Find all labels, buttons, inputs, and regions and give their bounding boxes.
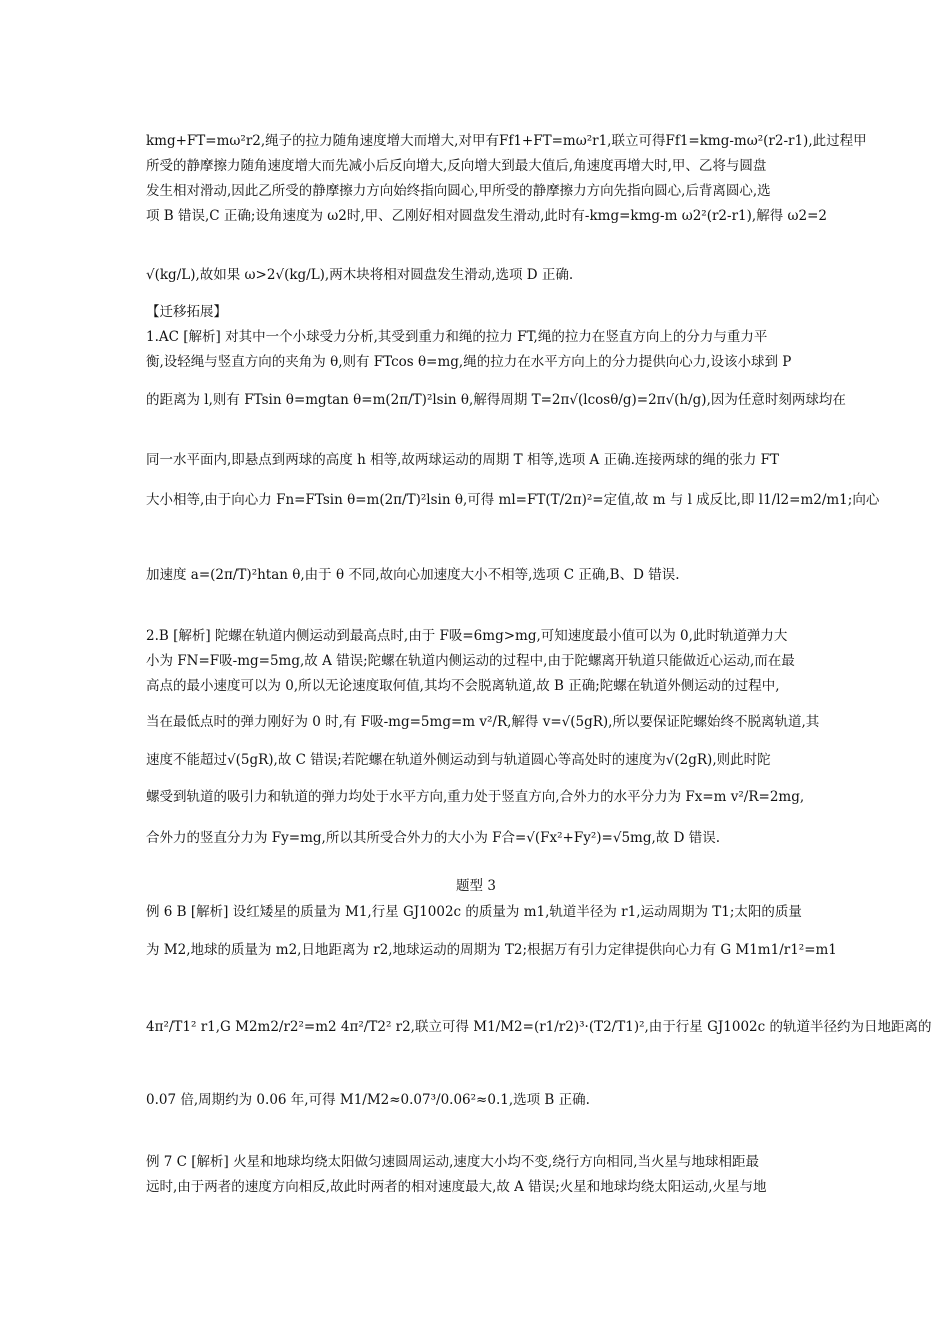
- text-line: 合外力的竖直分力为 Fy=mg,所以其所受合外力的大小为 F合=√(Fx²+Fy²)=√5mg,故 D 错误.: [146, 830, 720, 846]
- text-line: 2.B [解析] 陀螺在轨道内侧运动到最高点时,由于 F吸=6mg>mg,可知速度最小值可以为 0,此时轨道弹力大: [146, 628, 788, 644]
- text-line: 高点的最小速度可以为 0,所以无论速度取何值,其均不会脱离轨道,故 B 正确;陀螺在轨道外侧运动的过程中,: [146, 678, 780, 694]
- text-line: 发生相对滑动,因此乙所受的静摩擦力方向始终指向圆心,甲所受的静摩擦力方向先指向圆心,后背离圆心,选: [146, 183, 771, 199]
- text-line: 加速度 a=(2π/T)²htan θ,由于 θ 不同,故向心加速度大小不相等,选项 C 正确,B、D 错误.: [146, 567, 680, 583]
- text-line: 衡,设轻绳与竖直方向的夹角为 θ,则有 FTcos θ=mg,绳的拉力在水平方向上的分力提供向心力,设该小球到 P: [146, 354, 792, 370]
- text-line: 所受的静摩擦力随角速度增大而先减小后反向增大,反向增大到最大值后,角速度再增大时,甲、乙将与圆盘: [146, 158, 767, 174]
- text-line: 例 7 C [解析] 火星和地球均绕太阳做匀速圆周运动,速度大小均不变,绕行方向相同,当火星与地球相距最: [146, 1154, 759, 1170]
- text-line: 的距离为 l,则有 FTsin θ=mgtan θ=m(2π/T)²lsin θ,解得周期 T=2π√(lcosθ/g)=2π√(h/g),因为任意时刻两球均在: [146, 392, 846, 408]
- text-line: 小为 FN=F吸-mg=5mg,故 A 错误;陀螺在轨道内侧运动的过程中,由于陀螺离开轨道只能做近心运动,而在最: [146, 653, 795, 669]
- text-line: 4π²/T1² r1,G M2m2/r2²=m2 4π²/T2² r2,联立可得 M1/M2=(r1/r2)³·(T2/T1)²,由于行星 GJ1002c 的轨道半径约为日地距离的: [146, 1019, 932, 1035]
- text-line: 螺受到轨道的吸引力和轨道的弹力均处于水平方向,重力处于竖直方向,合外力的水平分力为 Fx=m v²/R=2mg,: [146, 789, 805, 805]
- text-line: 为 M2,地球的质量为 m2,日地距离为 r2,地球运动的周期为 T2;根据万有引力定律提供向心力有 G M1m1/r1²=m1: [146, 942, 837, 958]
- section-heading: 【迁移拓展】: [146, 304, 227, 320]
- text-line: 当在最低点时的弹力刚好为 0 时,有 F吸-mg=5mg=m v²/R,解得 v=√(5gR),所以要保证陀螺始终不脱离轨道,其: [146, 714, 820, 730]
- text-line: 1.AC [解析] 对其中一个小球受力分析,其受到重力和绳的拉力 FT,绳的拉力在竖直方向上的分力与重力平: [146, 329, 768, 345]
- text-line: 远时,由于两者的速度方向相反,故此时两者的相对速度最大,故 A 错误;火星和地球均绕太阳运动,火星与地: [146, 1179, 767, 1195]
- text-line: √(kg/L),故如果 ω>2√(kg/L),两木块将相对圆盘发生滑动,选项 D 正确.: [146, 267, 574, 283]
- text-line: 速度不能超过√(5gR),故 C 错误;若陀螺在轨道外侧运动到与轨道圆心等高处时的速度为√(2gR),则此时陀: [146, 752, 771, 768]
- text-line: 例 6 B [解析] 设红矮星的质量为 M1,行星 GJ1002c 的质量为 m1,轨道半径为 r1,运动周期为 T1;太阳的质量: [146, 904, 802, 920]
- text-line: 0.07 倍,周期约为 0.06 年,可得 M1/M2≈0.07³/0.06²≈0.1,选项 B 正确.: [146, 1092, 590, 1108]
- text-line: 大小相等,由于向心力 Fn=FTsin θ=m(2π/T)²lsin θ,可得 ml=FT(T/2π)²=定值,故 m 与 l 成反比,即 l1/l2=m2/m1;向心: [146, 492, 880, 508]
- text-line: 同一水平面内,即悬点到两球的高度 h 相等,故两球运动的周期 T 相等,选项 A 正确.连接两球的绳的张力 FT: [146, 452, 780, 468]
- text-line: 项 B 错误,C 正确;设角速度为 ω2时,甲、乙刚好相对圆盘发生滑动,此时有-kmg=kmg-m ω2²(r2-r1),解得 ω2=2: [146, 208, 827, 224]
- section-title: 题型 3: [456, 878, 496, 894]
- text-line: kmg+FT=mω²r2,绳子的拉力随角速度增大而增大,对甲有Ff1+FT=mω²r1,联立可得Ff1=kmg-mω²(r2-r1),此过程甲: [146, 133, 867, 149]
